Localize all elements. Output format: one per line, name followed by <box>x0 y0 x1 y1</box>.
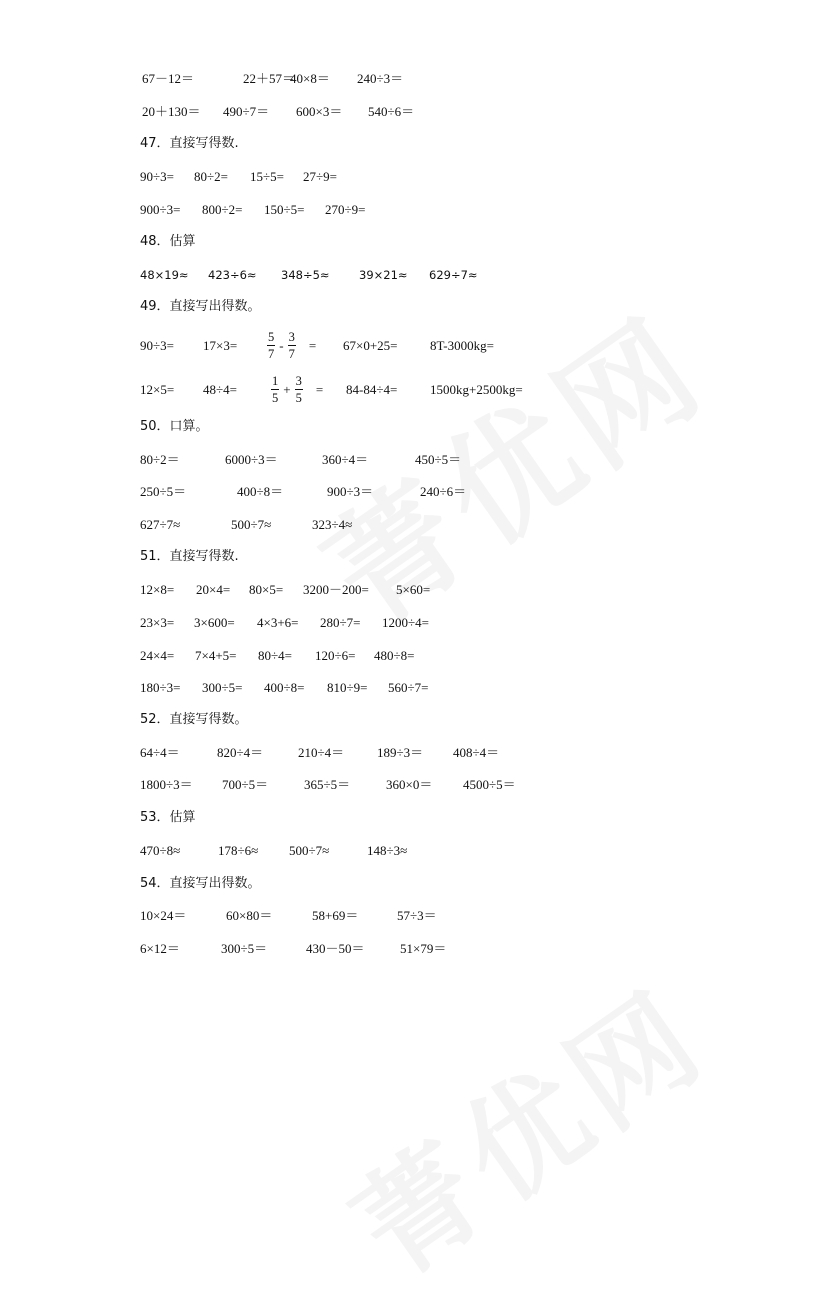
problem: 4500÷5＝ <box>463 777 516 792</box>
numerator: 3 <box>288 330 295 344</box>
problem: 64÷4＝ <box>140 745 180 760</box>
problem: 300÷5＝ <box>221 941 268 956</box>
problem: 48×19≈ <box>140 268 189 282</box>
problem: 1500kg+2500kg= <box>430 382 523 397</box>
problem: 1200÷4= <box>382 615 429 630</box>
problem: 148÷3≈ <box>367 843 408 858</box>
problem: 40×8＝ <box>290 71 330 86</box>
problem: 67×0+25= <box>343 338 398 353</box>
problem: 90÷3= <box>140 169 174 184</box>
problem: 22＋57＝ <box>243 71 296 86</box>
fraction <box>267 331 275 361</box>
problem: 27÷9= <box>303 169 337 184</box>
problem: 12×8= <box>140 582 175 597</box>
problem: 240÷6＝ <box>420 484 467 499</box>
question-heading: 51．直接写得数. <box>140 549 239 564</box>
problem: 323÷4≈ <box>312 517 353 532</box>
operator: - <box>279 338 284 353</box>
fraction-problem <box>271 368 324 412</box>
problem: 500÷7≈ <box>289 843 330 858</box>
problem: 24×4= <box>140 648 175 663</box>
denominator: 5 <box>295 391 302 405</box>
problem: 423÷6≈ <box>208 268 257 282</box>
problem: 17×3= <box>203 338 238 353</box>
problem: 10×24＝ <box>140 908 187 923</box>
problem: 820÷4＝ <box>217 745 264 760</box>
problem: 80÷2＝ <box>140 452 180 467</box>
problem: 700÷5＝ <box>222 777 269 792</box>
problem: 48÷4= <box>203 382 237 397</box>
question-heading: 54．直接写出得数。 <box>140 876 261 891</box>
problem: 80÷4= <box>258 648 292 663</box>
problem: 300÷5= <box>202 680 243 695</box>
problem: 60×80＝ <box>226 908 273 923</box>
problem: 3200－200= <box>303 582 369 597</box>
problem: 80÷2= <box>194 169 228 184</box>
question-heading: 48．估算 <box>140 234 196 249</box>
operator: + <box>283 382 291 397</box>
problem: 120÷6= <box>315 648 356 663</box>
numerator: 3 <box>295 374 302 388</box>
question-heading: 53．估算 <box>140 810 196 825</box>
problem: 810÷9= <box>327 680 368 695</box>
fraction <box>288 331 296 361</box>
problem: 4×3+6= <box>257 615 299 630</box>
problem: 400÷8＝ <box>237 484 284 499</box>
problem: 470÷8≈ <box>140 843 181 858</box>
problem: 800÷2= <box>202 202 243 217</box>
problem: 20＋130＝ <box>142 104 201 119</box>
problem: 400÷8= <box>264 680 305 695</box>
problem: 1800÷3＝ <box>140 777 193 792</box>
problem: 12×5= <box>140 382 175 397</box>
problem: 540÷6＝ <box>368 104 415 119</box>
problem: 5×60= <box>396 582 431 597</box>
problem: 600×3＝ <box>296 104 343 119</box>
problem: 57÷3＝ <box>397 908 437 923</box>
question-heading: 52．直接写得数。 <box>140 712 248 727</box>
problem: 430－50＝ <box>306 941 365 956</box>
question-heading: 50．口算。 <box>140 419 209 434</box>
problem: 51×79＝ <box>400 941 447 956</box>
problem: 348÷5≈ <box>281 268 330 282</box>
denominator: 7 <box>268 347 275 361</box>
problem: 6×12＝ <box>140 941 180 956</box>
problem: 450÷5＝ <box>415 452 462 467</box>
problem: 8T-3000kg= <box>430 338 494 353</box>
problem: 250÷5＝ <box>140 484 187 499</box>
problem: 480÷8= <box>374 648 415 663</box>
problem: 270÷9= <box>325 202 366 217</box>
problem: 490÷7＝ <box>223 104 270 119</box>
problem: 58+69＝ <box>312 908 359 923</box>
problem: 210÷4＝ <box>298 745 345 760</box>
problem: 67－12＝ <box>142 71 195 86</box>
problem: 629÷7≈ <box>429 268 478 282</box>
denominator: 5 <box>272 391 279 405</box>
problem: 23×3= <box>140 615 175 630</box>
problem: 240÷3＝ <box>357 71 404 86</box>
problem: 3×600= <box>194 615 235 630</box>
problem: 6000÷3＝ <box>225 452 278 467</box>
fraction <box>271 375 279 405</box>
watermark <box>316 944 734 1308</box>
problem: 189÷3＝ <box>377 745 424 760</box>
problem: 20×4= <box>196 582 231 597</box>
problem: 84-84÷4= <box>346 382 398 397</box>
problem: 560÷7= <box>388 680 429 695</box>
problem: 7×4+5= <box>195 648 237 663</box>
problem: 365÷5＝ <box>304 777 351 792</box>
problem: 80×5= <box>249 582 284 597</box>
problem: 280÷7= <box>320 615 361 630</box>
question-heading: 49．直接写出得数。 <box>140 299 261 314</box>
numerator: 1 <box>272 374 279 388</box>
problem: 900÷3= <box>140 202 181 217</box>
problem: 500÷7≈ <box>231 517 272 532</box>
problem: 150÷5= <box>264 202 305 217</box>
problem: 360×0＝ <box>386 777 433 792</box>
fraction-problem <box>267 324 317 368</box>
problem: 180÷3= <box>140 680 181 695</box>
question-heading: 47．直接写得数. <box>140 136 239 151</box>
equals-sign: = <box>308 338 317 353</box>
fraction <box>295 375 303 405</box>
problem: 178÷6≈ <box>218 843 259 858</box>
problem: 360÷4＝ <box>322 452 369 467</box>
problem: 39×21≈ <box>359 268 408 282</box>
problem: 15÷5= <box>250 169 284 184</box>
problem: 627÷7≈ <box>140 517 181 532</box>
problem: 408÷4＝ <box>453 745 500 760</box>
numerator: 5 <box>268 330 275 344</box>
problem: 900÷3＝ <box>327 484 374 499</box>
denominator: 7 <box>288 347 295 361</box>
problem: 90÷3= <box>140 338 174 353</box>
equals-sign: = <box>315 382 324 397</box>
